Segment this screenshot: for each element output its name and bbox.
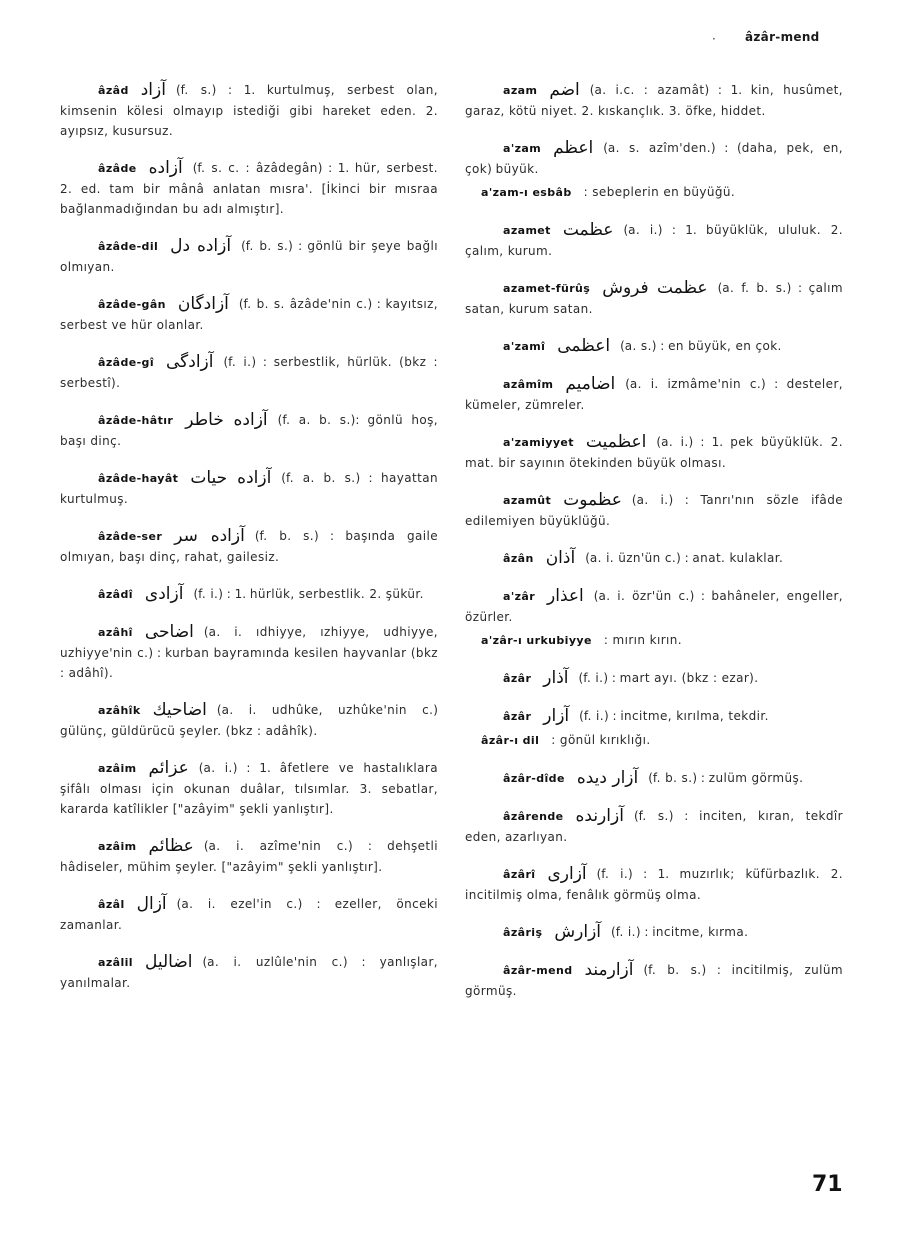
entry-headword: âzâde-ser <box>98 530 163 543</box>
entry-headword: âzâd <box>98 84 129 97</box>
dictionary-entry <box>60 836 438 877</box>
dictionary-entry <box>465 586 843 627</box>
entry-headword: âzâr-dîde <box>503 772 565 785</box>
entry-headword: a'zam-ı esbâb <box>481 186 572 199</box>
entry-arabic-script: عظائم <box>148 836 194 856</box>
entry-definition: (f. i.) : mart ayı. (bkz : ezar). <box>578 671 759 685</box>
entry-definition: (f. i.) : 1. hürlük, serbestlik. 2. şükür. <box>193 587 424 601</box>
entry-arabic-script: آذار <box>543 668 569 688</box>
entry-definition: (a. s. azîm'den.) : (daha, pek, en, çok) büyük. <box>465 141 843 176</box>
entry-arabic-script: آزاده دل <box>170 236 232 256</box>
entry-definition: (f. b. s.) : başında gaile olmıyan, başı dinç, rahat, gailesiz. <box>60 529 438 564</box>
entry-definition: (f. i.) : incitme, kırılma, tekdir. <box>579 709 769 723</box>
entry-headword: azâhî <box>98 626 133 639</box>
entry-arabic-script: اضاحى <box>144 622 194 642</box>
entry-definition: (a. i. özr'ün c.) : bahâneler, engeller, özürler. <box>465 589 843 624</box>
entry-definition: : gönül kırıklığı. <box>551 733 651 747</box>
dictionary-entry <box>465 806 843 847</box>
entry-definition: (f. i.) : 1. muzırlık; küfürbazlık. 2. incitilmiş olma, fenâlık görmüş olma. <box>465 867 843 902</box>
entry-arabic-script: عزائم <box>148 758 189 778</box>
page-number: 71 <box>812 1172 843 1197</box>
entry-definition: (f. b. s. âzâde'nin c.) : kayıtsız, serbest ve hür olanlar. <box>60 297 438 332</box>
entry-headword: âzâde-dil <box>98 240 159 253</box>
entry-arabic-script: اضاحيك <box>152 700 207 720</box>
dictionary-entry <box>465 336 843 357</box>
entry-arabic-script: آزادگان <box>177 294 229 314</box>
entry-headword: azam <box>503 84 538 97</box>
dictionary-entry <box>60 352 438 393</box>
dictionary-entry <box>60 700 438 741</box>
entry-arabic-script: آزادگى <box>166 352 214 372</box>
dictionary-entry <box>465 80 843 121</box>
dictionary-entry <box>60 468 438 509</box>
entry-headword: a'zamiyyet <box>503 436 574 449</box>
entry-arabic-script: آزاده حيات <box>190 468 272 488</box>
entry-definition: (a. i.) : Tanrı'nın sözle ifâde edilemiyen büyüklüğü. <box>465 493 843 528</box>
dictionary-entry <box>465 730 843 751</box>
entry-arabic-script: اضاميم <box>565 374 616 394</box>
entry-headword: âzân <box>503 552 534 565</box>
entry-definition: (f. a. b. s.): gönlü hoş, başı dinç. <box>60 413 439 448</box>
entry-headword: azamût <box>503 494 552 507</box>
entry-headword: a'zâr <box>503 590 536 603</box>
dictionary-entry <box>465 864 843 905</box>
dictionary-entry <box>465 490 843 531</box>
entry-definition: (f. s. c. : âzâdegân) : 1. hür, serbest. 2. ed. tam bir mânâ anlatan mısra'. [İkinci bir mısraa bağlanmadığından bu adı almıştır]. <box>60 161 438 216</box>
dictionary-entry <box>465 182 843 203</box>
entry-definition: (f. b. s.) : incitilmiş, zulüm görmüş. <box>465 963 843 998</box>
entry-arabic-script: اعظميت <box>585 432 647 452</box>
entry-arabic-script: اعذار <box>547 586 584 606</box>
entry-arabic-script: آزاده سر <box>174 526 245 546</box>
entry-headword: azâhîk <box>98 704 141 717</box>
dictionary-entry <box>60 584 438 605</box>
entry-arabic-script: آزار <box>543 706 570 726</box>
entry-headword: âzâr-mend <box>503 964 573 977</box>
entry-definition: (a. f. b. s.) : çalım satan, kurum satan. <box>465 281 843 316</box>
left-column <box>60 80 438 1010</box>
entry-headword: âzârî <box>503 868 536 881</box>
entry-definition: (a. i. izmâme'nin c.) : desteler, kümeler, zümreler. <box>465 377 843 412</box>
entry-arabic-script: اضم <box>549 80 580 100</box>
dictionary-entry <box>60 952 438 993</box>
entry-definition: : mırın kırın. <box>603 633 682 647</box>
entry-headword: âzârende <box>503 810 564 823</box>
entry-headword: a'zâr-ı urkubiyye <box>481 634 592 647</box>
dictionary-entry <box>465 630 843 651</box>
entry-headword: âzâde <box>98 162 137 175</box>
entry-definition: (a. i.) : 1. pek büyüklük. 2. mat. bir sayının ötekinden büyük olması. <box>465 435 843 470</box>
dictionary-entry <box>465 432 843 473</box>
entry-definition: (f. i.) : incitme, kırma. <box>611 925 749 939</box>
entry-headword: âzâriş <box>503 926 543 939</box>
entry-definition: (a. i. ıdhiyye, ızhiyye, udhiyye, uzhiyye'nin c.) : kurban bayramında kesilen hayvanlar (bkz : adâhî). <box>60 625 438 680</box>
entry-headword: azamet <box>503 224 551 237</box>
dictionary-entry <box>465 278 843 319</box>
entry-arabic-script: آزار ديده <box>576 768 639 788</box>
dictionary-entry <box>60 526 438 567</box>
dictionary-entry <box>465 374 843 415</box>
dictionary-entry <box>465 548 843 569</box>
entry-definition: (a. s.) : en büyük, en çok. <box>620 339 782 353</box>
entry-definition: : sebeplerin en büyüğü. <box>583 185 736 199</box>
entry-arabic-script: آزاده خاطر <box>185 410 268 430</box>
entry-headword: âzâdî <box>98 588 133 601</box>
entry-headword: azamet-fürûş <box>503 282 591 295</box>
dictionary-entry <box>465 220 843 261</box>
entry-definition: (a. i. uzlûle'nin c.) : yanlışlar, yanılmalar. <box>60 955 438 990</box>
entry-definition: (f. s.) : 1. kurtulmuş, serbest olan, kimsenin kölesi olmayıp istediği gibi hareket eden. 2. ayıpsız, kusursuz. <box>60 83 438 138</box>
right-column <box>465 80 843 1018</box>
entry-headword: âzâr-ı dil <box>481 734 540 747</box>
entry-arabic-script: آزاد <box>140 80 166 100</box>
entry-definition: (a. i. azîme'nin c.) : dehşetli hâdiseler, mühim şeyler. ["azâyim" şekli yanlıştır]. <box>60 839 438 874</box>
entry-headword: a'zam <box>503 142 542 155</box>
entry-arabic-script: عظمت فروش <box>602 278 708 298</box>
dictionary-entry <box>60 236 438 277</box>
entry-arabic-script: آزادى <box>144 584 184 604</box>
entry-headword: azâlil <box>98 956 133 969</box>
entry-definition: (f. a. b. s.) : hayattan kurtulmuş. <box>60 471 438 506</box>
dictionary-entry <box>465 922 843 943</box>
entry-headword: âzâr <box>503 710 532 723</box>
running-head: âzâr-mend <box>745 30 820 44</box>
entry-arabic-script: اضاليل <box>144 952 193 972</box>
header-mark: · <box>712 32 716 46</box>
dictionary-entry <box>465 960 843 1001</box>
dictionary-entry <box>60 622 438 683</box>
entry-arabic-script: آزاده <box>148 158 183 178</box>
dictionary-entry <box>60 758 438 819</box>
dictionary-entry <box>60 158 438 219</box>
entry-arabic-script: آزال <box>136 894 167 914</box>
entry-arabic-script: اعظمى <box>557 336 611 356</box>
entry-arabic-script: عظمت <box>562 220 614 240</box>
entry-definition: (a. i. udhûke, uzhûke'nin c.) gülünç, güldürücü şeyler. (bkz : adâhîk). <box>60 703 438 738</box>
dictionary-entry <box>60 80 438 141</box>
entry-headword: âzâl <box>98 898 125 911</box>
entry-headword: azâmîm <box>503 378 554 391</box>
entry-headword: âzâde-gî <box>98 356 154 369</box>
dictionary-entry <box>465 668 843 689</box>
entry-headword: âzâr <box>503 672 532 685</box>
entry-definition: (a. i.) : 1. büyüklük, ululuk. 2. çalım, kurum. <box>465 223 843 258</box>
entry-headword: azâim <box>98 762 137 775</box>
entry-arabic-script: عظموت <box>563 490 622 510</box>
entry-arabic-script: آزارش <box>554 922 602 942</box>
entry-headword: âzâde-hayât <box>98 472 179 485</box>
entry-headword: a'zamî <box>503 340 546 353</box>
entry-headword: azâim <box>98 840 137 853</box>
entry-definition: (f. i.) : serbestlik, hürlük. (bkz : serbestî). <box>60 355 438 390</box>
dictionary-entry <box>60 410 438 451</box>
entry-headword: âzâde-hâtır <box>98 414 174 427</box>
entry-arabic-script: آزارمند <box>584 960 634 980</box>
dictionary-entry <box>60 894 438 935</box>
entry-definition: (f. s.) : inciten, kıran, tekdîr eden, azarlıyan. <box>465 809 843 844</box>
entry-headword: âzâde-gân <box>98 298 166 311</box>
entry-definition: (a. i. ezel'in c.) : ezeller, önceki zamanlar. <box>60 897 438 932</box>
entry-arabic-script: آزارنده <box>575 806 624 826</box>
entry-definition: (f. b. s.) : gönlü bir şeye bağlı olmıyan. <box>60 239 438 274</box>
entry-definition: (a. i.c. : azamât) : 1. kin, husûmet, garaz, kötü niyet. 2. kıskançlık. 3. öfke, hiddet. <box>465 83 843 118</box>
entry-arabic-script: اعظم <box>553 138 594 158</box>
entry-arabic-script: آزارى <box>547 864 587 884</box>
entry-definition: (a. i.) : 1. âfetlere ve hastalıklara şifâlı olması için okunan duâlar, tılsımlar. 3. sebatlar, kararda katîlikler ["azâyim" şekli yanlıştır]. <box>60 761 438 816</box>
entry-definition: (f. b. s.) : zulüm görmüş. <box>648 771 804 785</box>
dictionary-entry <box>465 768 843 789</box>
entry-definition: (a. i. üzn'ün c.) : anat. kulaklar. <box>585 551 784 565</box>
dictionary-entry <box>60 294 438 335</box>
dictionary-entry <box>465 706 843 727</box>
dictionary-entry <box>465 138 843 179</box>
entry-arabic-script: آذان <box>545 548 576 568</box>
